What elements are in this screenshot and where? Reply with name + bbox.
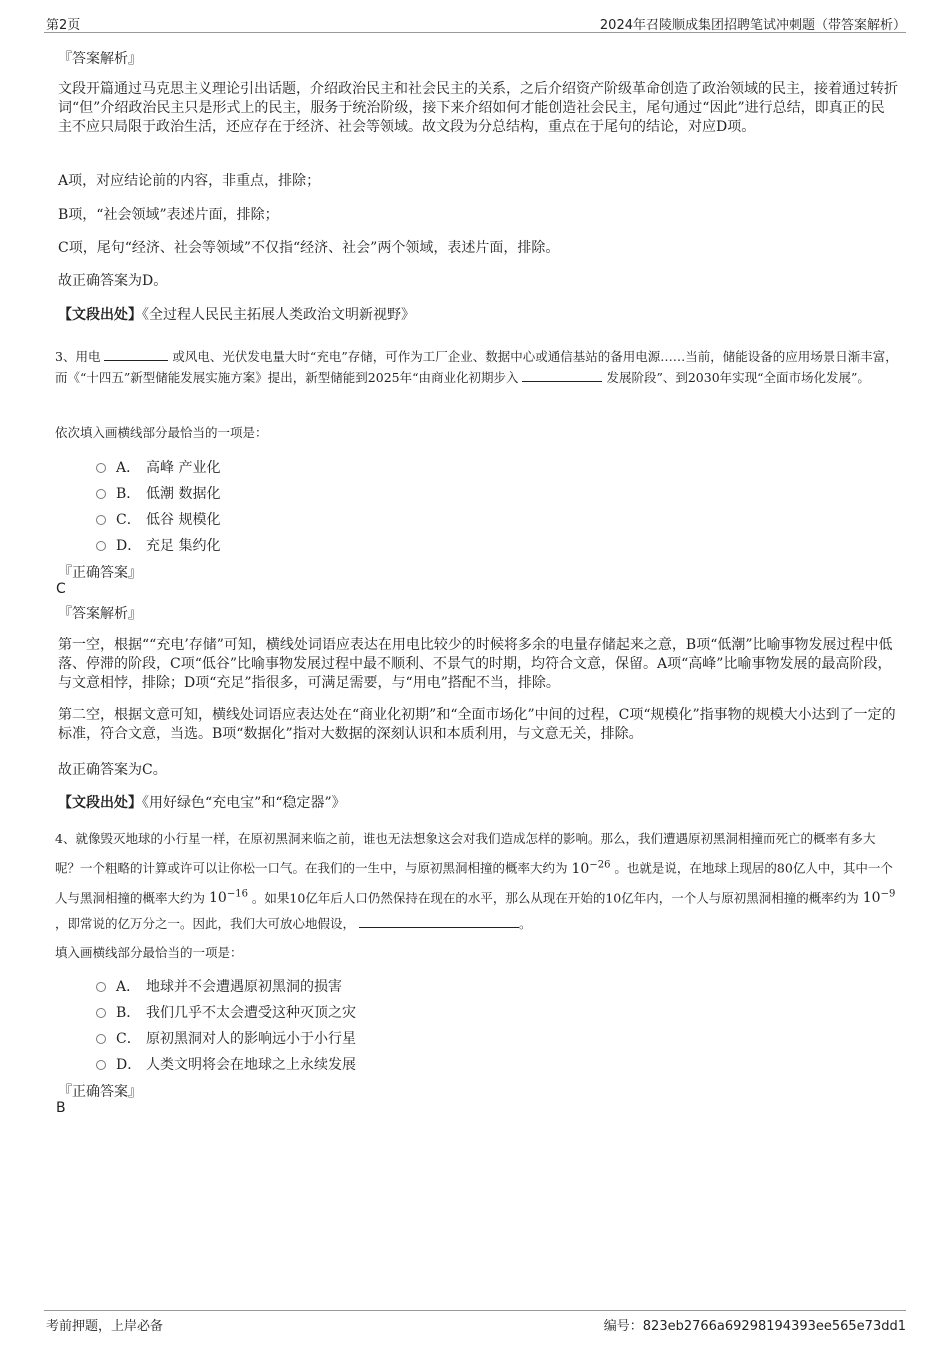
q3-option-a[interactable]: A． 高峰 产业化: [96, 457, 220, 477]
page-footer: [44, 1310, 906, 1333]
q2-source-title: 《全过程人民民主拓展人类政治文明新视野》: [142, 307, 415, 323]
radio-icon[interactable]: [96, 541, 106, 551]
q4-instruction: 填入画横线部分最恰当的一项是：: [55, 945, 243, 960]
radio-icon[interactable]: [96, 1034, 106, 1044]
analysis-label: 『答案解析』: [58, 606, 142, 622]
q3-option-d[interactable]: D． 充足 集约化: [96, 535, 220, 555]
correct-label: 『正确答案』: [58, 1084, 142, 1100]
q3-analysis-1: 第一空，根据““充电’存储”可知，横线处词语应表达在用电比较少的时候将多余的电量存储起来之意，B项“低潮”比喻事物发展过程中低落、停滞的阶段，C项“低谷”比喻事物发展过程中最不顺利、不景气的时期，均符合文意，保留。A项“高峰”比喻事物发展的最高阶段，与文意相悖，排除；D项“充足”指很多，可满足需要，与“用电”搭配不当，排除。: [58, 637, 893, 691]
q3-blank-1: [104, 348, 168, 361]
radio-icon[interactable]: [96, 463, 106, 473]
source-label: 【文段出处】: [58, 795, 142, 811]
q3-analysis-2: 第二空，根据文意可知，横线处词语应表达处在“商业化初期”和“全面市场化”中间的过程，C项“规模化”指事物的规模大小达到了一定的标准，符合文意，当选。B项“数据化”指对大数据的深刻认识和本质利用，与文意无关，排除。: [58, 707, 896, 742]
q4-option-d[interactable]: D． 人类文明将会在地球之上永续发展: [96, 1054, 356, 1074]
q4-option-c[interactable]: C． 原初黑洞对人的影响远小于小行星: [96, 1028, 356, 1048]
radio-icon[interactable]: [96, 515, 106, 525]
q4-option-b[interactable]: B． 我们几乎不太会遭受这种灭顶之灾: [96, 1002, 356, 1022]
q3-stem-c: 发展阶段”、到2030年实现“全面市场化发展”。: [606, 370, 870, 385]
q2-final-answer: 故正确答案为D。: [58, 273, 168, 289]
q4-stem-4: ，即常说的亿万分之一。因此，我们大可放心地假设，: [55, 916, 356, 932]
footer-slogan: 考前押题，上岸必备: [46, 1319, 164, 1334]
q2-analysis-para: 文段开篇通过马克思主义理论引出话题，介绍政治民主和社会民主的关系，之后介绍资产阶级革命创造了政治领域的民主，接着通过转折词“但”介绍政治民主只是形式上的民主，服务于统治阶级，接下来介绍如何才能创造社会民主，尾句通过“因此”进行总结，即真正的民主不应只局限于政治生活，还应存在于经济、社会等领域。故文段为分总结构，重点在于尾句的结论，对应D项。: [58, 81, 898, 135]
q4-option-a[interactable]: A． 地球并不会遭遇原初黑洞的损害: [96, 976, 342, 996]
q3-stem-b: 或风电、光伏发电量大时“充电”存储，可作为工厂企业、数据中心或通信基站的备用电源……当前，储能设备的应用场景日渐丰富，而《“十四五”新型储能发展实施方案》提出，新型储能到2025年“由商业化初期步入: [55, 349, 898, 385]
q4-stem-2: 。也就是说，在地球上现居的80亿人中，其中一个人与黑洞相撞的概率大约为: [55, 860, 893, 906]
document-title: 2024年召陵顺成集团招聘笔试冲刺题（带答案解析）: [599, 18, 906, 33]
q4-prob-1: $10^{-26}$: [571, 859, 611, 877]
q3-instruction: 依次填入画横线部分最恰当的一项是：: [55, 425, 268, 440]
q4-stem-3: 。如果10亿年后人口仍然保持在现在的水平，那么从现在开始的10亿年内，一个人与原初黑洞相撞的概率约为: [251, 890, 859, 906]
q2-analysis-a: A项，对应结论前的内容，非重点，排除；: [58, 173, 321, 189]
q2-source: [58, 304, 415, 324]
page-number: 第2页: [46, 18, 81, 33]
q3-source: [58, 792, 346, 812]
q3-option-c[interactable]: C． 低谷 规模化: [96, 509, 220, 529]
q3-option-b[interactable]: B． 低潮 数据化: [96, 483, 220, 503]
radio-icon[interactable]: [96, 1008, 106, 1018]
radio-icon[interactable]: [96, 1060, 106, 1070]
q3-source-title: 《用好绿色“充电宝”和“稳定器”》: [142, 795, 346, 811]
q4-stem-1: 4、就像毁灭地球的小行星一样，在原初黑洞来临之前，谁也无法想象这会对我们造成怎样的影响。那么，我们遭遇原初黑洞相撞而死亡的概率有多大呢？一个粗略的计算或许可以让你松一口气。在我们的一生中，与原初黑洞相撞的概率大约为: [55, 831, 876, 876]
q2-analysis-b: B项，“社会领域”表述片面，排除；: [58, 207, 279, 223]
radio-icon[interactable]: [96, 982, 106, 992]
q4-stem: [55, 826, 900, 937]
radio-icon[interactable]: [96, 489, 106, 499]
page-header: [44, 14, 906, 33]
q4-stem-5: 。: [519, 916, 532, 932]
analysis-label: 『答案解析』: [58, 51, 142, 67]
footer-code: 编号：823eb2766a69298194393ee565e73dd1: [603, 1319, 906, 1334]
q4-answer: B: [56, 1100, 66, 1116]
q4-blank: [359, 915, 519, 928]
q3-stem: [55, 346, 900, 388]
q4-prob-2: $10^{-16}$: [209, 888, 248, 907]
q3-stem-a: 3、用电: [55, 349, 101, 364]
q4-prob-3: $10^{-9}$: [862, 888, 896, 907]
q3-answer: C: [56, 581, 66, 597]
q2-analysis-c: C项，尾句“经济、社会等领域”不仅指“经济、社会”两个领域，表述片面，排除。: [58, 240, 560, 256]
q3-blank-2: [522, 369, 602, 382]
source-label: 【文段出处】: [58, 307, 142, 323]
correct-label: 『正确答案』: [58, 565, 142, 581]
q3-final-answer: 故正确答案为C。: [58, 762, 167, 778]
